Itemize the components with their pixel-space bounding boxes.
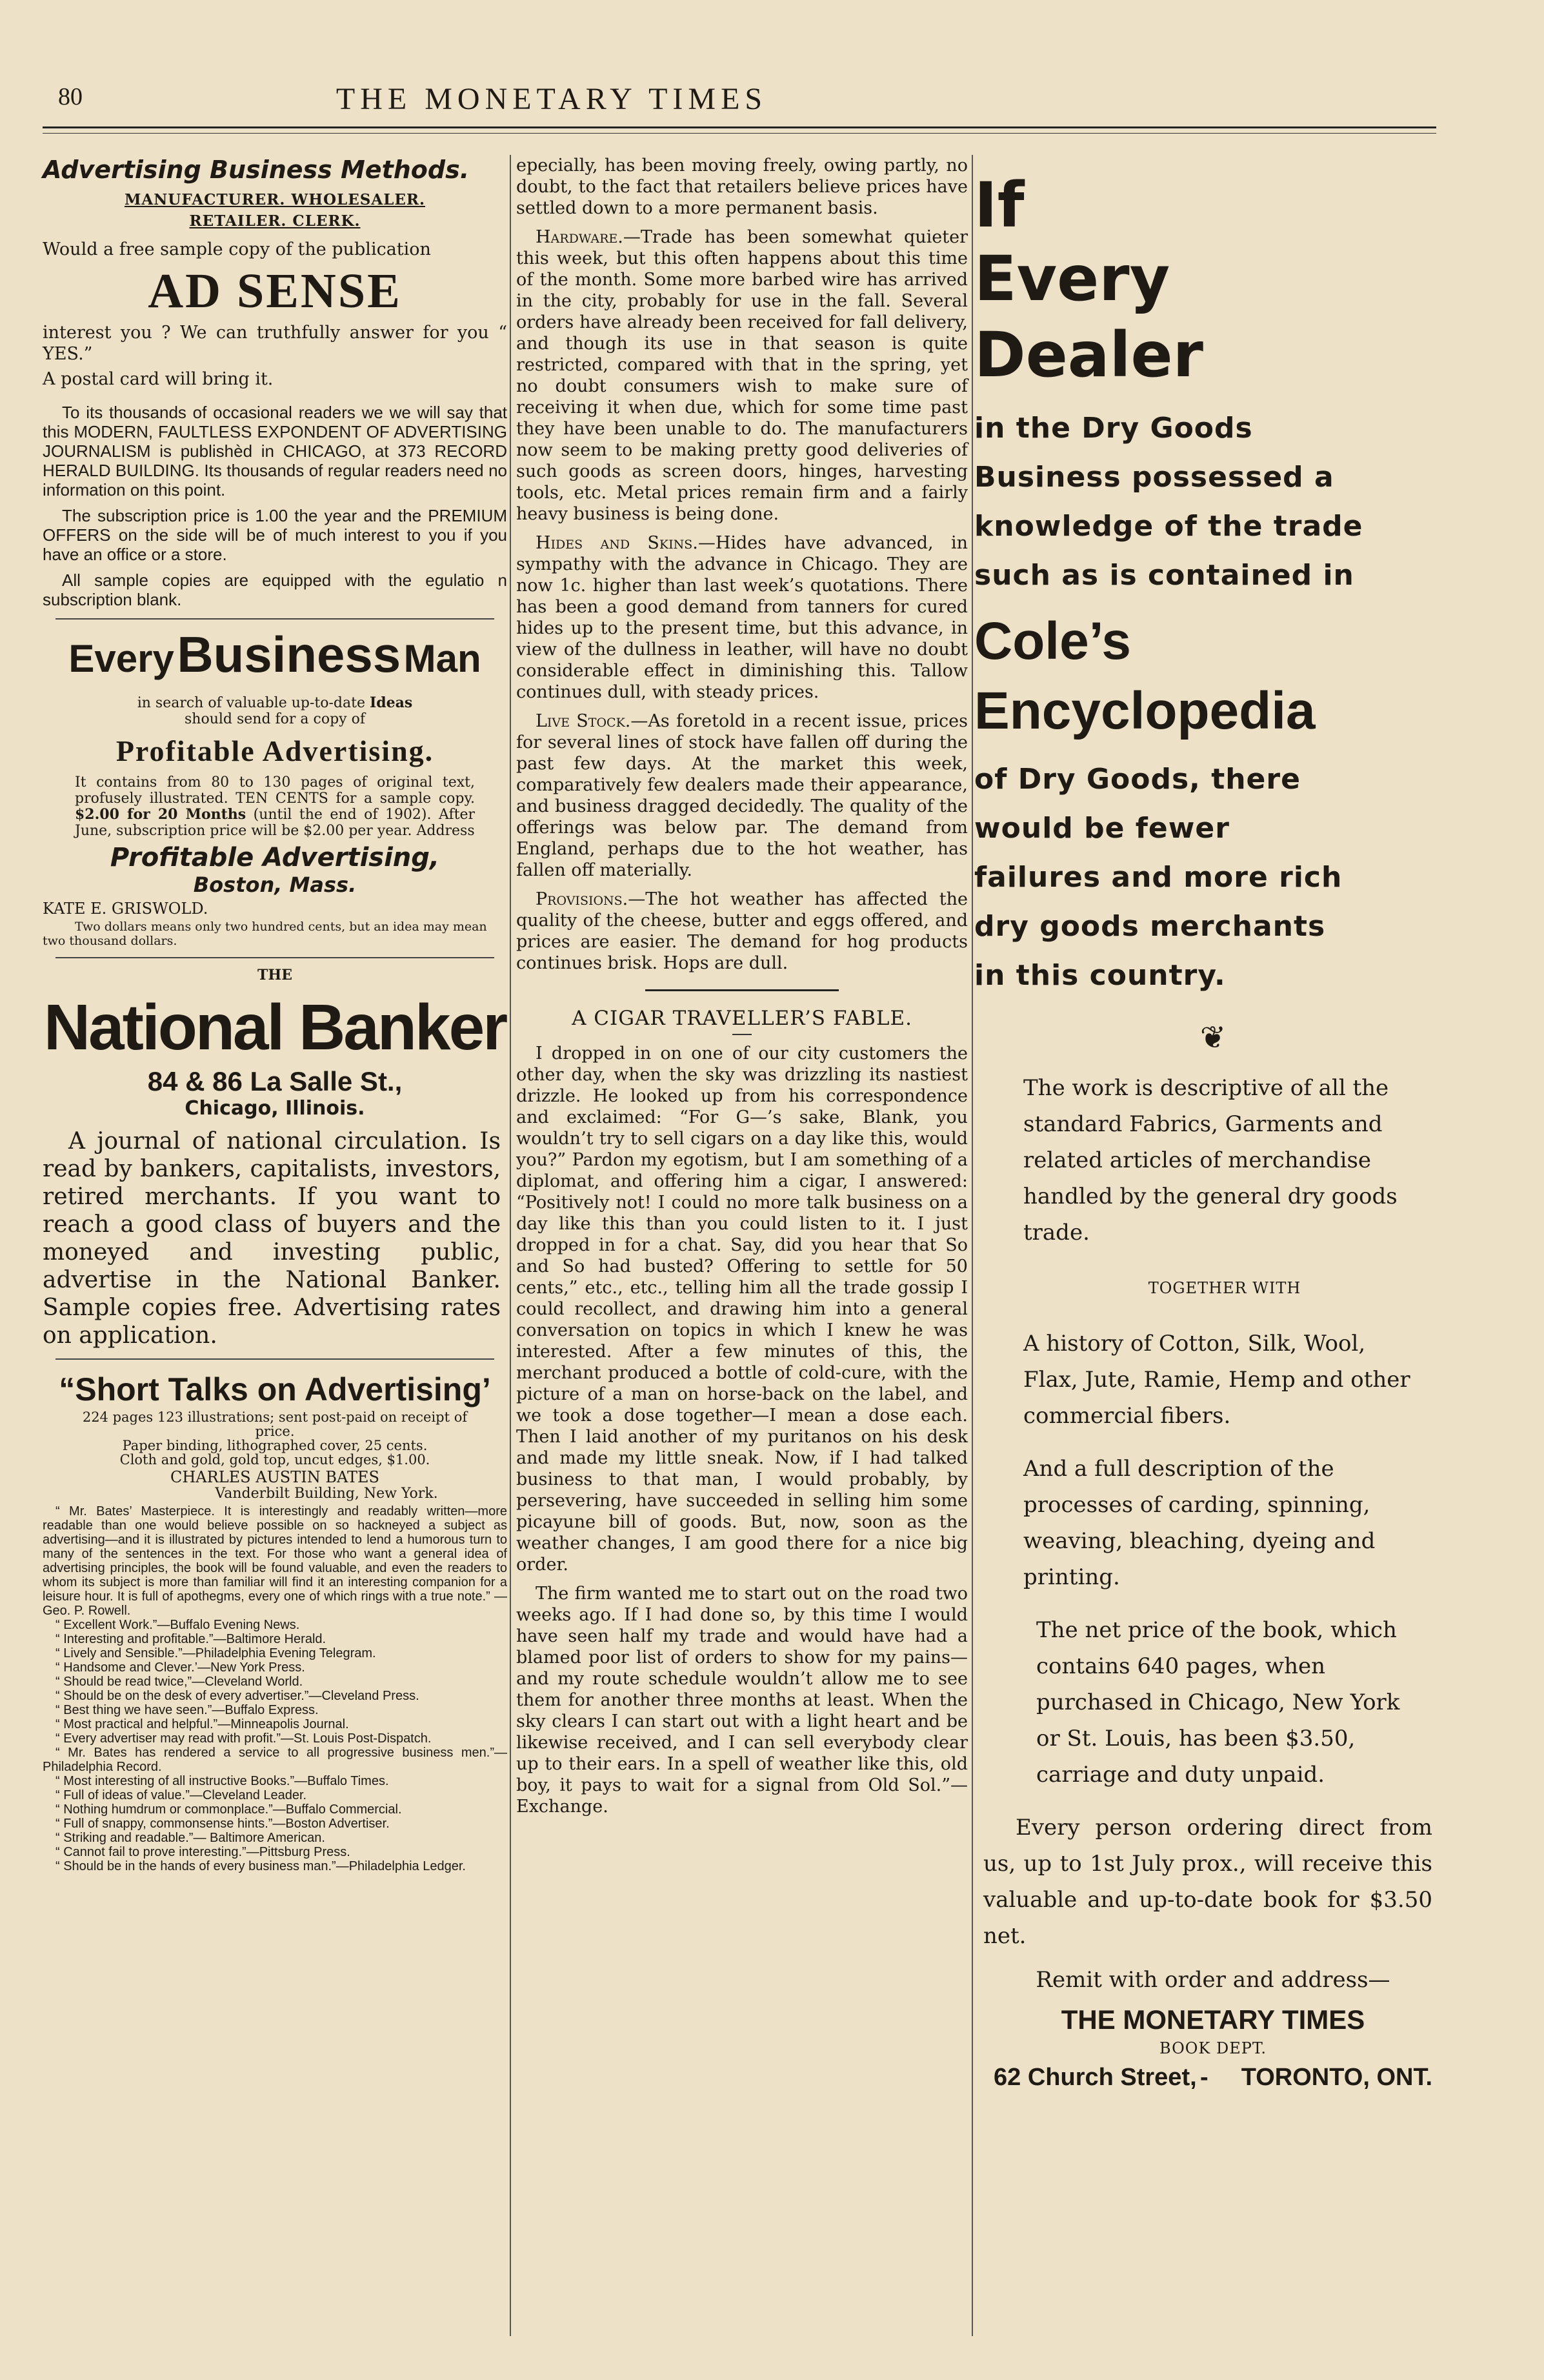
short-talks-cloth: Cloth and gold, gold top, uncut edges, $1.00. [119, 1452, 430, 1467]
testimonial-item: “ Should be on the desk of every advertiser.”—Cleveland Press. [55, 1689, 419, 1703]
fable-body [516, 1043, 968, 1817]
masthead-rule [43, 126, 1436, 128]
testimonial-item: “ Cannot fail to prove interesting.”—Pittsburg Press. [55, 1845, 350, 1859]
column-rule-1 [510, 155, 511, 2336]
ad-if: If [974, 169, 1025, 241]
testimonial-item: “ Mr. Bates’ Masterpiece. It is interestingly and readably written—more readable than one would believe possible on so hackneyed a subject as advertising—and it is illustrated by pictures intended to lend a humorous turn to many of the sentences in the text. For those who want a general idea of advertising principles, the book will be found valuable, and even the readers to whom its subject is more than familiar will find it an interesting companion for a leisure hour. It is full of apothegms, every one of which rings with a true note.” —Geo. P. Rowell. [43, 1504, 507, 1618]
newspaper-title: THE MONETARY TIMES [336, 82, 768, 116]
testimonial-item: “ Best thing we have seen.”—Buffalo Express. [55, 1703, 319, 1717]
divider [55, 618, 494, 620]
ad-dept: BOOK DEPT. [1159, 2039, 1267, 2057]
ad-p1: The work is descriptive of all the standard Fabrics, Garments and related articles of merchandise handled by the general dry goods trade. [1023, 1075, 1398, 1245]
national-banker-ad [43, 967, 507, 1349]
hides-paragraph: Hides and Skins.—Hides have advanced, in sympathy with the advance in Chicago. They are now 1c. higher than last week’s quotations. There has been a good demand from tanners for cured hides up to the present time, but this advance, in view of the dullness in leather, will have no doubt considerable effect in diminishing this. Tallow continues dull, with steady prices. [516, 533, 968, 702]
testimonial-item: “ Lively and Sensible.”—Philadelphia Evening Telegram. [55, 1646, 376, 1660]
ad-p2: A history of Cotton, Silk, Wool, Flax, Jute, Ramie, Hemp and other commercial fibers. [1023, 1331, 1410, 1429]
ideas-line: in search of valuable up-to-date Ideas [137, 694, 413, 711]
short-talks-ad [43, 1369, 507, 1873]
testimonial-item: “ Should be read twice,”—Cleveland World. [55, 1675, 303, 1689]
send-line: should send for a copy of [184, 711, 365, 727]
banker-body: A journal of national circulation. Is read by bankers, capitalists, investors, retired merchants. If you want to reach a good class of buyers and the moneyed and investing public, advertise in the National Banker. Sample copies free. Advertising rates on application. [43, 1128, 501, 1349]
hardware-paragraph: Hardware.—Trade has been somewhat quieter this week, but this often happens about this time of the month. Some more barbed wire has arrived in the city, probably for use in the fall. Several orders have already been received for fall delivery, and though its use in that season is quite restricted, compared with that in the spring, yet no doubt consumers wish to make sure of receiving it when due, which for some time past they have been unable to do. The manufacturers now seem to be making pretty good deliveries of such goods as screen doors, hinges, harvesting tools, etc. Metal prices remain firm and a fairly heavy business is being done. [516, 227, 968, 524]
testimonial-item: “ Nothing humdrum or commonplace.”—Buffalo Commercial. [55, 1802, 402, 1817]
ad-headline-line: such as is contained in [974, 559, 1354, 592]
ad-headline-line: of Dry Goods, there [974, 763, 1301, 796]
adsense-p5: All sample copies are equipped with the egulatio n subscription blank. [43, 570, 507, 609]
ad-p3: And a full description of the processes of carding, spinning, weaving, bleaching, dyeing and printing. [1023, 1456, 1376, 1590]
column-2 [516, 155, 968, 2380]
testimonial-item: “ Full of snappy, commonsense hints.”—Boston Advertiser. [55, 1817, 390, 1831]
short-talks-title: “Short Talks on Advertising’ [59, 1371, 491, 1407]
livestock-heading: Live Stock. [536, 711, 631, 731]
banker-address: 84 & 86 La Salle St., [147, 1066, 403, 1096]
banker-city: Chicago, Illinois. [185, 1097, 365, 1120]
ad-headline-line: failures and more rich [974, 861, 1343, 894]
section-divider [645, 989, 839, 991]
market-report [516, 155, 968, 974]
fable-title: A CIGAR TRAVELLER’S FABLE. [572, 1007, 912, 1030]
page-number: 80 [58, 83, 83, 110]
ad-headline-line: in the Dry Goods [974, 412, 1253, 445]
provisions-paragraph: Provisions.—The hot weather has affected the quality of the cheese, butter and eggs offered, and prices are easier. The demand for hog products continues brisk. Hops are dull. [516, 889, 968, 973]
masthead [58, 83, 1045, 121]
ad-coles: Cole’s [974, 612, 1132, 671]
ad-encyclopedia: Encyclopedia [974, 681, 1316, 740]
ad-every: Every [974, 243, 1170, 315]
adsense-title: AD SENSE [148, 264, 402, 318]
adsense-sub1: MANUFACTURER. WHOLESALER. [124, 191, 426, 208]
ad-publisher: THE MONETARY TIMES [1061, 2004, 1365, 2035]
testimonial-item: “ Most practical and helpful.”—Minneapolis Journal. [55, 1717, 349, 1731]
ad-p5: Every person ordering direct from us, up to 1st July prox., will receive this valuable and up-to-date book for $3.50 net. [983, 1815, 1432, 1949]
ad-dealer: Dealer [974, 319, 1203, 391]
hardware-heading: Hardware. [536, 227, 623, 247]
every-business-man: Every Business Man [68, 626, 481, 683]
testimonial-item: “ Excellent Work.”—Buffalo Evening News. [55, 1618, 300, 1632]
profitable-desc: It contains from 80 to 130 pages of original text, profusely illustrated. TEN CENTS for a sample copy. $2.00 for 20 Months (until the end of 1902). After June, subscription price will be $2.00 per year. Address [75, 774, 475, 839]
divider [55, 1358, 494, 1360]
short-talks-paper: Paper binding, lithographed cover, 25 cents. [122, 1438, 428, 1453]
banker-title: National Banker [43, 991, 506, 1064]
profitable-name: Profitable Advertising. [115, 734, 434, 767]
ad-p4: The net price of the book, which contains 640 pages, when purchased in Chicago, New York or St. Louis, has been $3.50, carriage and duty unpaid. [1036, 1617, 1400, 1788]
testimonial-item: “ Handsome and Clever.’—New York Press. [55, 1660, 305, 1675]
fable-dash [732, 1034, 752, 1035]
short-talks-pages: 224 pages 123 illustrations; sent post-paid on receipt of price. [82, 1409, 468, 1439]
profitable-city: Boston, Mass. [193, 872, 357, 897]
ad-dash: - [1200, 2064, 1208, 2091]
fleuron-icon: ❦ [1199, 1020, 1227, 1056]
livestock-paragraph: Live Stock.—As foretold in a recent issue, prices for several lines of stock have fallen off during the past few days. At the market this week, comparatively few dealers made their appearance, and business dragged decidedly. The quality of the offerings was below par. The demand from England, perhaps due to the hot weather, has fallen off materially. [516, 711, 968, 880]
profitable-advertising-ad [43, 626, 507, 948]
adsense-p2: A postal card will bring it. [43, 369, 274, 389]
testimonial-item: “ Interesting and profitable.”—Baltimore Herald. [55, 1632, 326, 1646]
ad-remit: Remit with order and address— [1036, 1967, 1390, 1993]
adsense-sub2: RETAILER. CLERK. [189, 212, 361, 230]
ad-headline-line: knowledge of the trade [974, 510, 1363, 543]
ad-headline-line: would be fewer [974, 812, 1230, 845]
ad-headline-line: Business possessed a [974, 461, 1334, 494]
ad-city: TORONTO, ONT. [1241, 2064, 1432, 2091]
ad-lead-lines [974, 404, 1452, 600]
banker-the: THE [257, 967, 292, 983]
ad-headline-line: in this country. [974, 959, 1226, 992]
ad-headline-line: dry goods merchants [974, 910, 1326, 943]
column-rule-2 [972, 155, 973, 2336]
profitable-editor: KATE E. GRISWOLD. [43, 900, 208, 918]
ad-street: 62 Church Street, [994, 2064, 1197, 2091]
ad-body [974, 1070, 1452, 1793]
testimonial-item: “ Full of ideas of value.”—Cleveland Leader. [55, 1788, 307, 1802]
divider [55, 957, 494, 958]
market-intro: epecially, has been moving freely, owing partly, no doubt, to the fact that retailers believe prices have settled down to a more permanent basis. [516, 156, 968, 218]
adsense-intro: Would a free sample copy of the publication [43, 239, 431, 259]
hides-heading: Hides and Skins. [536, 533, 698, 553]
masthead-rule-thin [43, 133, 1436, 134]
testimonial-item: “ Should be in the hands of every business man.”—Philadelphia Ledger. [55, 1859, 466, 1873]
adsense-p1: interest you ? We can truthfully answer for you “ YES.” [43, 323, 507, 364]
testimonial-item: “ Striking and readable.”— Baltimore American. [55, 1831, 325, 1845]
adsense-ad [43, 155, 507, 609]
short-talks-address: Vanderbilt Building, New York. [215, 1486, 438, 1502]
adsense-p4: The subscription price is 1.00 the year and the PREMIUM OFFERS on the side will be of much interest to you if you have an office or a store. [43, 506, 507, 564]
testimonial-list [43, 1504, 507, 1873]
provisions-heading: Provisions. [536, 889, 628, 909]
profitable-pub: Profitable Advertising, [110, 843, 440, 872]
adsense-heading: Advertising Business Methods. [43, 156, 470, 184]
column-1 [43, 155, 507, 2380]
coles-encyclopedia-ad [974, 155, 1452, 2380]
fable-p2: The firm wanted me to start out on the road two weeks ago. If I had done so, by this time I would have seen half my trade and would have had a blamed poor list of orders to show for my pains—and my route schedule wouldn’t allow me to see them for another three months at least. When the sky clears I can start out with a light heart and be likewise received, and I can sell everybody clear up to their ears. In a spell of weather like this, old boy, it pays to wait for a signal from Old Sol.”—Exchange. [516, 1584, 968, 1817]
ad-address-line [974, 2064, 1452, 2103]
testimonial-item: “ Mr. Bates has rendered a service to all progressive business men.”—Philadelphia Record. [43, 1746, 507, 1774]
profitable-quip: Two dollars means only two hundred cents, but an idea may mean two thousand dollars. [43, 920, 487, 948]
adsense-p3: To its thousands of occasional readers we we will say that this MODERN, FAULTLESS EXPONDENT OF ADVERTISING JOURNALISM is publishèd in CHICAGO, at 373 RECORD HERALD BUILDING. Its thousands of regular readers need no information on this point. [43, 403, 507, 499]
short-talks-author: CHARLES AUSTIN BATES [170, 1468, 379, 1486]
ad-together: TOGETHER WITH [1148, 1279, 1301, 1297]
ad-follow-lines [974, 755, 1452, 1000]
testimonial-item: “ Every advertiser may read with profit.”—St. Louis Post-Dispatch. [55, 1731, 432, 1746]
fable-p1: I dropped in on one of our city customers the other day, when the sky was drizzling its nastiest drizzle. He looked up from his correspondence and exclaimed: “For G—’s sake, Blank, you wouldn’t try to sell cigars on a day like this, would you?” Pardon my egotism, but I am something of a diplomat, and offering him a cigar, I answered: “Positively not! I could no more talk business on a day like this than you could listen to it. I just dropped in for a chat. Say, did you hear that So and So had busted? Offering to settle for 50 cents,” etc., etc., telling him all the trade gossip I could recollect, and drawing him into a general conversation on topics in which I knew he was interested. After a few minutes of this, the merchant produced a bottle of cold-cure, with the picture of a man on horse-back on the label, and we took a dose together—I mean a dose each. Then I laid another of my puritanos on his desk and made my little sneak. Now, if I had talked business to that man, I would probably, by persevering, have succeeded in selling him some picayune bill of goods. But, now, soon as the weather changes, I am good there for a nice big order. [516, 1044, 968, 1575]
testimonial-item: “ Most interesting of all instructive Books.”—Buffalo Times. [55, 1774, 389, 1788]
